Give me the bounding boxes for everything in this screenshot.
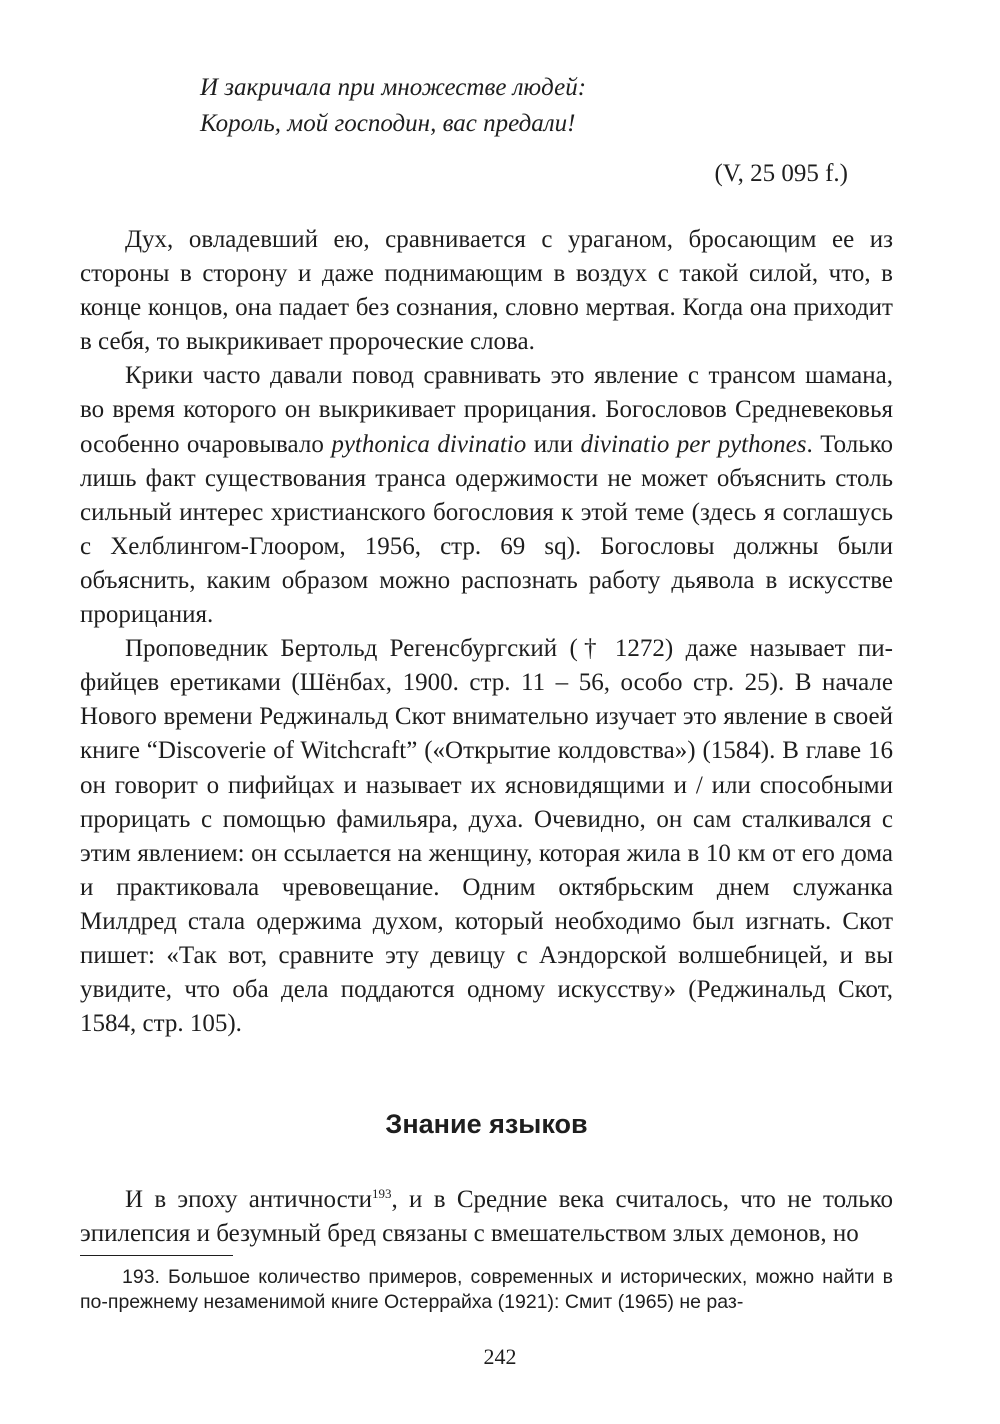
paragraph-spirit: Дух, овладевший ею, сравнивается с ураганом, бросающим ее из стороны в сторону и даже поднимающим в воздух с такой силой, что, в конце концов, она падает без сознания, словно мертвая. Когда она приходит в себя, то выкрикивает пророческие слова. [80, 226, 893, 356]
section-heading: Знание языков [385, 1109, 588, 1139]
epigraph-verse [200, 70, 800, 142]
section-text [80, 1183, 893, 1251]
paragraph-antiquity [80, 1183, 893, 1251]
paragraph-text: Крики часто давали повод сравнивать это явление с трансом шамана, во время которого он выкрикивает прорицания. Богословов Средневековья особенно очаровывало [80, 362, 893, 458]
verse-line-1: И закричала при множестве людей: [200, 74, 587, 101]
paragraph-shaman-trance [80, 359, 893, 632]
latin-term: divinatio per pythones [580, 430, 807, 458]
page-number: 242 [483, 1344, 517, 1369]
latin-term: pythonica divinatio [331, 430, 527, 458]
paragraph-text: . Только лишь факт существования транса одержимости не может объяснить столь сильный интерес христианского богословия к этой теме (здесь я соглашусь с Хелблингом-Глоором, 1956, стр. 69 sq). Богословы должны были объяснить, каким образом можно распознать работу дьявола в искусстве прорицания. [80, 430, 894, 629]
footnote-reference[interactable]: 193 [372, 1186, 392, 1201]
footnote-text: 193. Большое количество примеров, современных и исторических, можно найти в по-прежнему незаменимой книге Остеррайха (1921): Смит (1965) не раз- [80, 1266, 893, 1313]
paragraph-text: или [526, 430, 581, 458]
paragraph-text: , и в Средние века считалось, что не только эпилепсия и безумный бред связаны с вмешательством злых демонов, но [80, 1186, 893, 1247]
verse-line-2: Король, мой господин, вас предали! [200, 110, 576, 137]
footnote [80, 1265, 893, 1315]
paragraph-berthold: Проповедник Бертольд Регенсбургский († 1272) даже называет пифийцев еретиками (Шёнбах, 1900. стр. 11 – 56, особо стр. 25). В начале Нового времени Реджинальд Скот внимательно изучает это явление в своей книге “Discoverie of Witchcraft” («Открытие колдовства») (1584). В главе 16 он говорит о пифийцах и называет их ясновидящими и / или способными прорицать с помощью фамильяра, духа. Очевидно, он сам сталкивался с этим явлением: он ссылается на женщину, которая жила в 10 км от его дома и практиковала чревовещание. Одним октябрьским днем служанка Милдред стала одержима духом, который необходимо был изгнать. Скот пишет: «Так вот, сравните эту девицу с Аэндорской волшебницей, и вы увидите, что оба дела поддаются одному искусству» (Реджинальд Скот, 1584, стр. 105). [80, 635, 893, 1038]
paragraph-text: И в эпоху античности [125, 1186, 373, 1213]
verse-citation: (V, 25 095 f.) [714, 160, 848, 187]
main-text [80, 223, 893, 1041]
footnote-divider [80, 1255, 233, 1256]
